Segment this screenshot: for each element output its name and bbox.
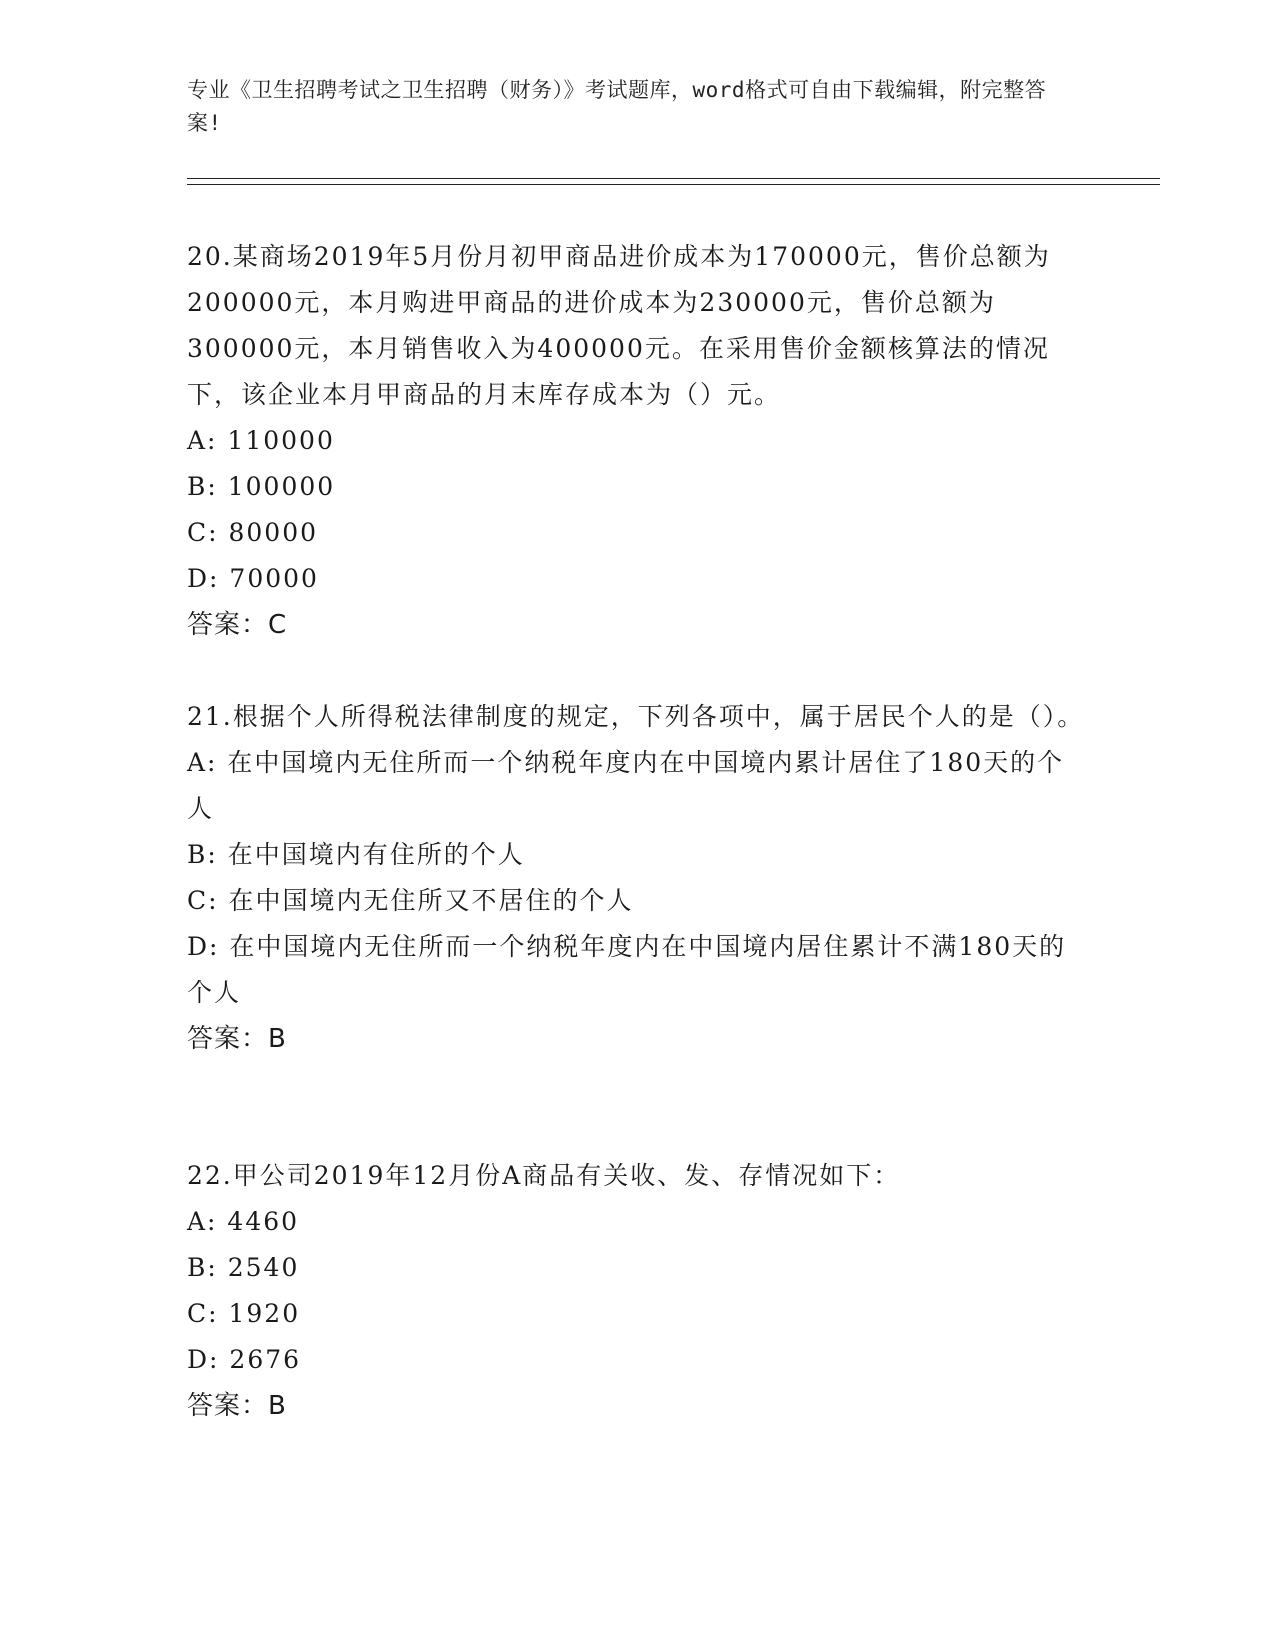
option-d: D: 2676 [187, 1345, 302, 1374]
option-c: C: 1920 [187, 1299, 301, 1328]
option-c: C: 在中国境内无住所又不居住的个人 [187, 886, 634, 915]
option-d: D: 在中国境内无住所而一个纳税年度内在中国境内居住累计不满180天的个人 [187, 932, 1067, 1007]
option-a: A: 在中国境内无住所而一个纳税年度内在中国境内累计居住了180天的个人 [187, 748, 1065, 823]
option-a: A: 4460 [187, 1207, 300, 1236]
option-b: B: 在中国境内有住所的个人 [187, 840, 525, 869]
header-text: 专业《卫生招聘考试之卫生招聘（财务）》考试题库，word格式可自由下载编辑，附完整答案! [187, 78, 1047, 135]
question-stem: 21.根据个人所得税法律制度的规定，下列各项中，属于居民个人的是（）。 [187, 702, 1085, 731]
option-a: A: 110000 [187, 426, 335, 455]
answer-line: 答案：C [187, 610, 288, 640]
option-b: B: 2540 [187, 1253, 300, 1282]
option-b: B: 100000 [187, 472, 336, 501]
document-header [187, 74, 1067, 140]
option-d: D: 70000 [187, 564, 319, 593]
question-stem: 22.甲公司2019年12月份A商品有关收、发、存情况如下： [187, 1161, 901, 1190]
question-stem: 20.某商场2019年5月份月初甲商品进价成本为170000元，售价总额为200000元，本月购进甲商品的进价成本为230000元，售价总额为300000元，本月销售收入为400000元。在采用售价金额核算法的情况下，该企业本月甲商品的月末库存成本为（）元。 [187, 242, 1051, 409]
answer-line: 答案：B [187, 1391, 287, 1421]
header-divider-bottom [187, 184, 1160, 185]
question-22 [187, 1153, 1087, 1429]
question-21 [187, 694, 1087, 1062]
question-20 [187, 234, 1087, 648]
option-c: C: 80000 [187, 518, 319, 547]
header-divider-top [187, 178, 1160, 179]
answer-line: 答案：B [187, 1024, 287, 1054]
